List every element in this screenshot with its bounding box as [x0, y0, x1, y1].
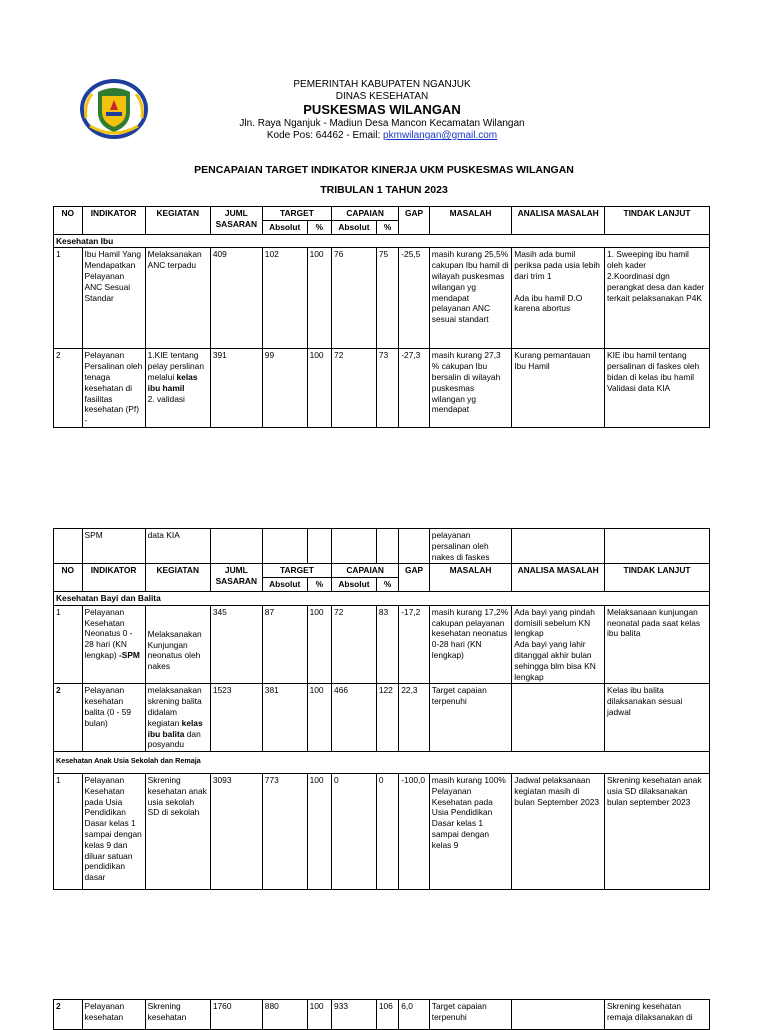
cell-indikator: Pelayanan kesehatan balita (0 - 59 bulan): [82, 684, 145, 752]
col-analisa-masalah: ANALISA MASALAH: [512, 207, 605, 235]
indikator-text: Pelayanan Kesehatan Neonatus 0 - 28 hari (KN lengkap): [84, 606, 133, 660]
cell-no: 2: [54, 349, 83, 428]
cell-tindak-lanjut: Skrening kesehatan anak usia SD dilaksanakan bulan september 2023: [604, 773, 709, 889]
cell-target-absolut: 880: [262, 1000, 307, 1030]
cell-tindak-lanjut: Kelas ibu balita dilaksanakan sesuai jadwal: [604, 684, 709, 752]
cell-target-persen: 100: [307, 349, 331, 428]
col-target-absolut: Absolut: [262, 220, 307, 234]
cell-analisa: [512, 529, 605, 564]
cell-kegiatan: Skrening kesehatan anak usia sekolah SD di sekolah: [145, 773, 210, 889]
col-gap: GAP: [399, 564, 430, 592]
cell-masalah: pelayanan persalinan oleh nakes di faskes: [429, 529, 512, 564]
cell-target-persen: [307, 529, 331, 564]
col-indikator: INDIKATOR: [82, 207, 145, 235]
cell-juml: 1760: [210, 1000, 262, 1030]
section-kesehatan-bayi-balita: Kesehatan Bayi dan Balita: [54, 591, 710, 605]
cell-capaian-absolut: 466: [332, 684, 377, 752]
cell-no: 2: [54, 1000, 83, 1030]
cell-juml: [210, 529, 262, 564]
section-row: [54, 234, 710, 248]
table-row: [54, 349, 710, 428]
cell-masalah: masih kurang 17,2% cakupan pelayanan kesehatan neonatus 0-28 hari (KN lengkap): [429, 605, 512, 684]
cell-masalah: masih kurang 25,5% cakupan Ibu hamil di wilayah puskesmas wilangan yg mendapat pelayanan ANC sesuai standart: [429, 248, 512, 349]
cell-kegiatan: data KIA: [145, 529, 210, 564]
indikator-bold-text: -SPM: [118, 649, 140, 660]
cell-gap: 22,3: [399, 684, 430, 752]
kegiatan-text: 1.KIE tentang pelay perslinan melalui: [147, 350, 204, 382]
section-row: [54, 752, 710, 774]
cell-tindak-lanjut: [604, 248, 709, 349]
cell-target-absolut: 99: [262, 349, 307, 428]
col-no: NO: [54, 207, 83, 235]
table-row: [54, 773, 710, 889]
cell-indikator: Ibu Hamil Yang Mendapatkan Pelayanan ANC Sesuai Standar: [82, 248, 145, 349]
cell-capaian-absolut: 0: [332, 773, 377, 889]
cell-capaian-persen: 122: [376, 684, 398, 752]
cell-kegiatan: [145, 684, 210, 752]
cell-indikator: Pelayanan Kesehatan pada Usia Pendidikan Dasar kelas 1 sampai dengan kelas 9 dan diluar satuan pendidikan dasar: [82, 773, 145, 889]
col-gap: GAP: [399, 207, 430, 235]
cell-capaian-persen: 75: [376, 248, 398, 349]
cell-gap: -17,2: [399, 605, 430, 684]
cell-no: 1: [54, 248, 83, 349]
col-target-persen: %: [307, 578, 331, 592]
analisa-line: Ada bayi yang lahir ditanggal akhir bulan sehingga blm bisa KN lengkap: [514, 639, 596, 682]
cell-target-persen: 100: [307, 248, 331, 349]
cell-target-absolut: [262, 529, 307, 564]
table-row: [54, 684, 710, 752]
tindak-line: KIE ibu hamil tentang persalinan di faskes oleh bidan di kelas ibu hamil: [606, 350, 700, 382]
cell-target-absolut: 773: [262, 773, 307, 889]
col-masalah: MASALAH: [429, 207, 512, 235]
section-kesehatan-anak-sekolah-remaja: Kesehatan Anak Usia Sekolah dan Remaja: [54, 752, 710, 774]
cell-analisa: [512, 605, 605, 684]
kegiatan-text: melaksanakan skrening balita didalam kegiatan: [147, 685, 202, 728]
tindak-line: 1. Sweeping ibu hamil oleh kader: [606, 249, 689, 271]
cell-no: 2: [54, 684, 83, 752]
table-row: [54, 605, 710, 684]
document-title: PENCAPAIAN TARGET INDIKATOR KINERJA UKM PUSKESMAS WILANGAN: [194, 164, 574, 176]
cell-capaian-absolut: 933: [332, 1000, 377, 1030]
col-kegiatan: KEGIATAN: [145, 564, 210, 592]
cell-juml: 1523: [210, 684, 262, 752]
col-masalah: MASALAH: [429, 564, 512, 592]
cell-indikator: Pelayanan Persalinan oleh tenaga kesehatan di fasilitas kesehatan (Pf) -: [82, 349, 145, 428]
cell-tindak-lanjut: Melaksanaan kunjungan neonatal pada saat kelas ibu balita: [604, 605, 709, 684]
cell-kegiatan: Melaksanakan ANC terpadu: [145, 248, 210, 349]
table-row-continued: [54, 529, 710, 564]
header-puskesmas-label: PUSKESMAS WILANGAN: [303, 102, 461, 117]
header-contact-prefix: Kode Pos: 64462 - Email:: [266, 130, 384, 141]
col-target-absolut: Absolut: [262, 578, 307, 592]
kegiatan-bold-text: kelas ibu balita: [147, 717, 203, 739]
cell-analisa: [512, 684, 605, 752]
tindak-line: Validasi data KIA: [606, 382, 671, 393]
cell-capaian-persen: 73: [376, 349, 398, 428]
cell-masalah: masih kurang 100% Pelayanan Kesehatan pada Usia Pendidikan Dasar kelas 1 sampai dengan kelas 9: [429, 773, 512, 889]
cell-masalah: Target capaian terpenuhi: [429, 684, 512, 752]
cell-gap: [399, 529, 430, 564]
col-target: TARGET: [262, 564, 331, 578]
cell-target-persen: 100: [307, 773, 331, 889]
cell-tindak-lanjut: [604, 529, 709, 564]
cell-no: 1: [54, 605, 83, 684]
cell-no: [54, 529, 83, 564]
header-contact: [200, 130, 564, 143]
col-target: TARGET: [262, 207, 331, 221]
kinerja-table-page-2: [53, 528, 710, 890]
kinerja-table-page-1: [53, 206, 710, 428]
col-target-persen: %: [307, 220, 331, 234]
cell-tindak-lanjut: [604, 349, 709, 428]
cell-no: 1: [54, 773, 83, 889]
cell-analisa: [512, 248, 605, 349]
cell-gap: -25,5: [399, 248, 430, 349]
cell-juml: 391: [210, 349, 262, 428]
cell-kegiatan: Melaksanakan Kunjungan neonatus oleh nakes: [145, 605, 210, 684]
col-capaian-absolut: Absolut: [332, 578, 377, 592]
col-kegiatan: KEGIATAN: [145, 207, 210, 235]
cell-indikator: [82, 605, 145, 684]
cell-tindak-lanjut: Skrening kesehatan remaja dilaksanakan di: [604, 1000, 709, 1030]
cell-kegiatan: Skrening kesehatan: [145, 1000, 210, 1030]
col-indikator: INDIKATOR: [82, 564, 145, 592]
analisa-line: Masih ada bumil periksa pada usia lebih dari trim 1: [514, 249, 600, 281]
cell-indikator: SPM: [82, 529, 145, 564]
tindak-line: 2.Koordinasi dgn perangkat desa dan kader terkait pelaksanakan P4K: [606, 270, 705, 303]
cell-masalah: Target capaian terpenuhi: [429, 1000, 512, 1030]
cell-juml: 3093: [210, 773, 262, 889]
cell-gap: -100,0: [399, 773, 430, 889]
cell-capaian-persen: 83: [376, 605, 398, 684]
analisa-line: Ada bayi yang pindah domisili sebelum KN lengkap: [514, 606, 595, 639]
col-tindak-lanjut: TINDAK LANJUT: [604, 207, 709, 235]
header-puskesmas-name: [200, 102, 564, 119]
cell-capaian-absolut: 72: [332, 605, 377, 684]
table-header-row: [54, 564, 710, 578]
cell-analisa: [512, 1000, 605, 1030]
document-subtitle: TRIBULAN 1 TAHUN 2023: [320, 184, 448, 196]
section-row: [54, 591, 710, 605]
cell-kegiatan: [145, 349, 210, 428]
cell-analisa: Jadwal pelaksanaan kegiatan masih di bulan September 2023: [512, 773, 605, 889]
cell-indikator: Pelayanan kesehatan: [82, 1000, 145, 1030]
table-header-row: [54, 207, 710, 221]
cell-capaian-absolut: [332, 529, 377, 564]
cell-juml: 345: [210, 605, 262, 684]
col-juml-sasaran: JUML SASARAN: [210, 207, 262, 235]
analisa-line: Ada ibu hamil D.O karena abortus: [514, 292, 583, 314]
cell-target-absolut: 87: [262, 605, 307, 684]
cell-gap: -27,3: [399, 349, 430, 428]
col-juml-sasaran: JUML SASARAN: [210, 564, 262, 592]
header-line-dinas: DINAS KESEHATAN: [335, 91, 429, 102]
cell-target-persen: 100: [307, 605, 331, 684]
cell-capaian-persen: 106: [376, 1000, 398, 1030]
cell-gap: 6,0: [399, 1000, 430, 1030]
kegiatan-text: dan posyandu: [147, 728, 201, 750]
kegiatan-text: 2. validasi: [147, 393, 185, 404]
col-capaian-absolut: Absolut: [332, 220, 377, 234]
cell-target-persen: 100: [307, 684, 331, 752]
table-row: [54, 1000, 710, 1030]
header-email-link[interactable]: pkmwilangan@gmail.com: [383, 130, 498, 141]
col-capaian-persen: %: [376, 220, 398, 234]
cell-juml: 409: [210, 248, 262, 349]
header-line-government: PEMERINTAH KABUPATEN NGANJUK: [293, 79, 471, 90]
cell-target-absolut: 381: [262, 684, 307, 752]
kabupaten-nganjuk-seal-logo: [78, 78, 150, 140]
col-capaian: CAPAIAN: [332, 564, 399, 578]
cell-capaian-absolut: 76: [332, 248, 377, 349]
cell-target-absolut: 102: [262, 248, 307, 349]
cell-masalah: masih kurang 27,3 % cakupan Ibu bersalin di wilayah puskesmas wilangan yg mendapat: [429, 349, 512, 428]
col-tindak-lanjut: TINDAK LANJUT: [604, 564, 709, 592]
col-capaian: CAPAIAN: [332, 207, 399, 221]
col-no: NO: [54, 564, 83, 592]
section-kesehatan-ibu: Kesehatan Ibu: [54, 234, 710, 248]
cell-capaian-persen: 0: [376, 773, 398, 889]
header-address: Jln. Raya Nganjuk - Madiun Desa Mancon Kecamatan Wilangan: [239, 118, 525, 129]
kegiatan-bold-text: kelas ibu hamil: [147, 371, 198, 393]
cell-capaian-absolut: 72: [332, 349, 377, 428]
col-capaian-persen: %: [376, 578, 398, 592]
cell-capaian-persen: [376, 529, 398, 564]
col-analisa-masalah: ANALISA MASALAH: [512, 564, 605, 592]
table-row: [54, 248, 710, 349]
kinerja-table-page-3: [53, 999, 710, 1030]
cell-analisa: Kurang pemantauan Ibu Hamil: [512, 349, 605, 428]
cell-target-persen: 100: [307, 1000, 331, 1030]
